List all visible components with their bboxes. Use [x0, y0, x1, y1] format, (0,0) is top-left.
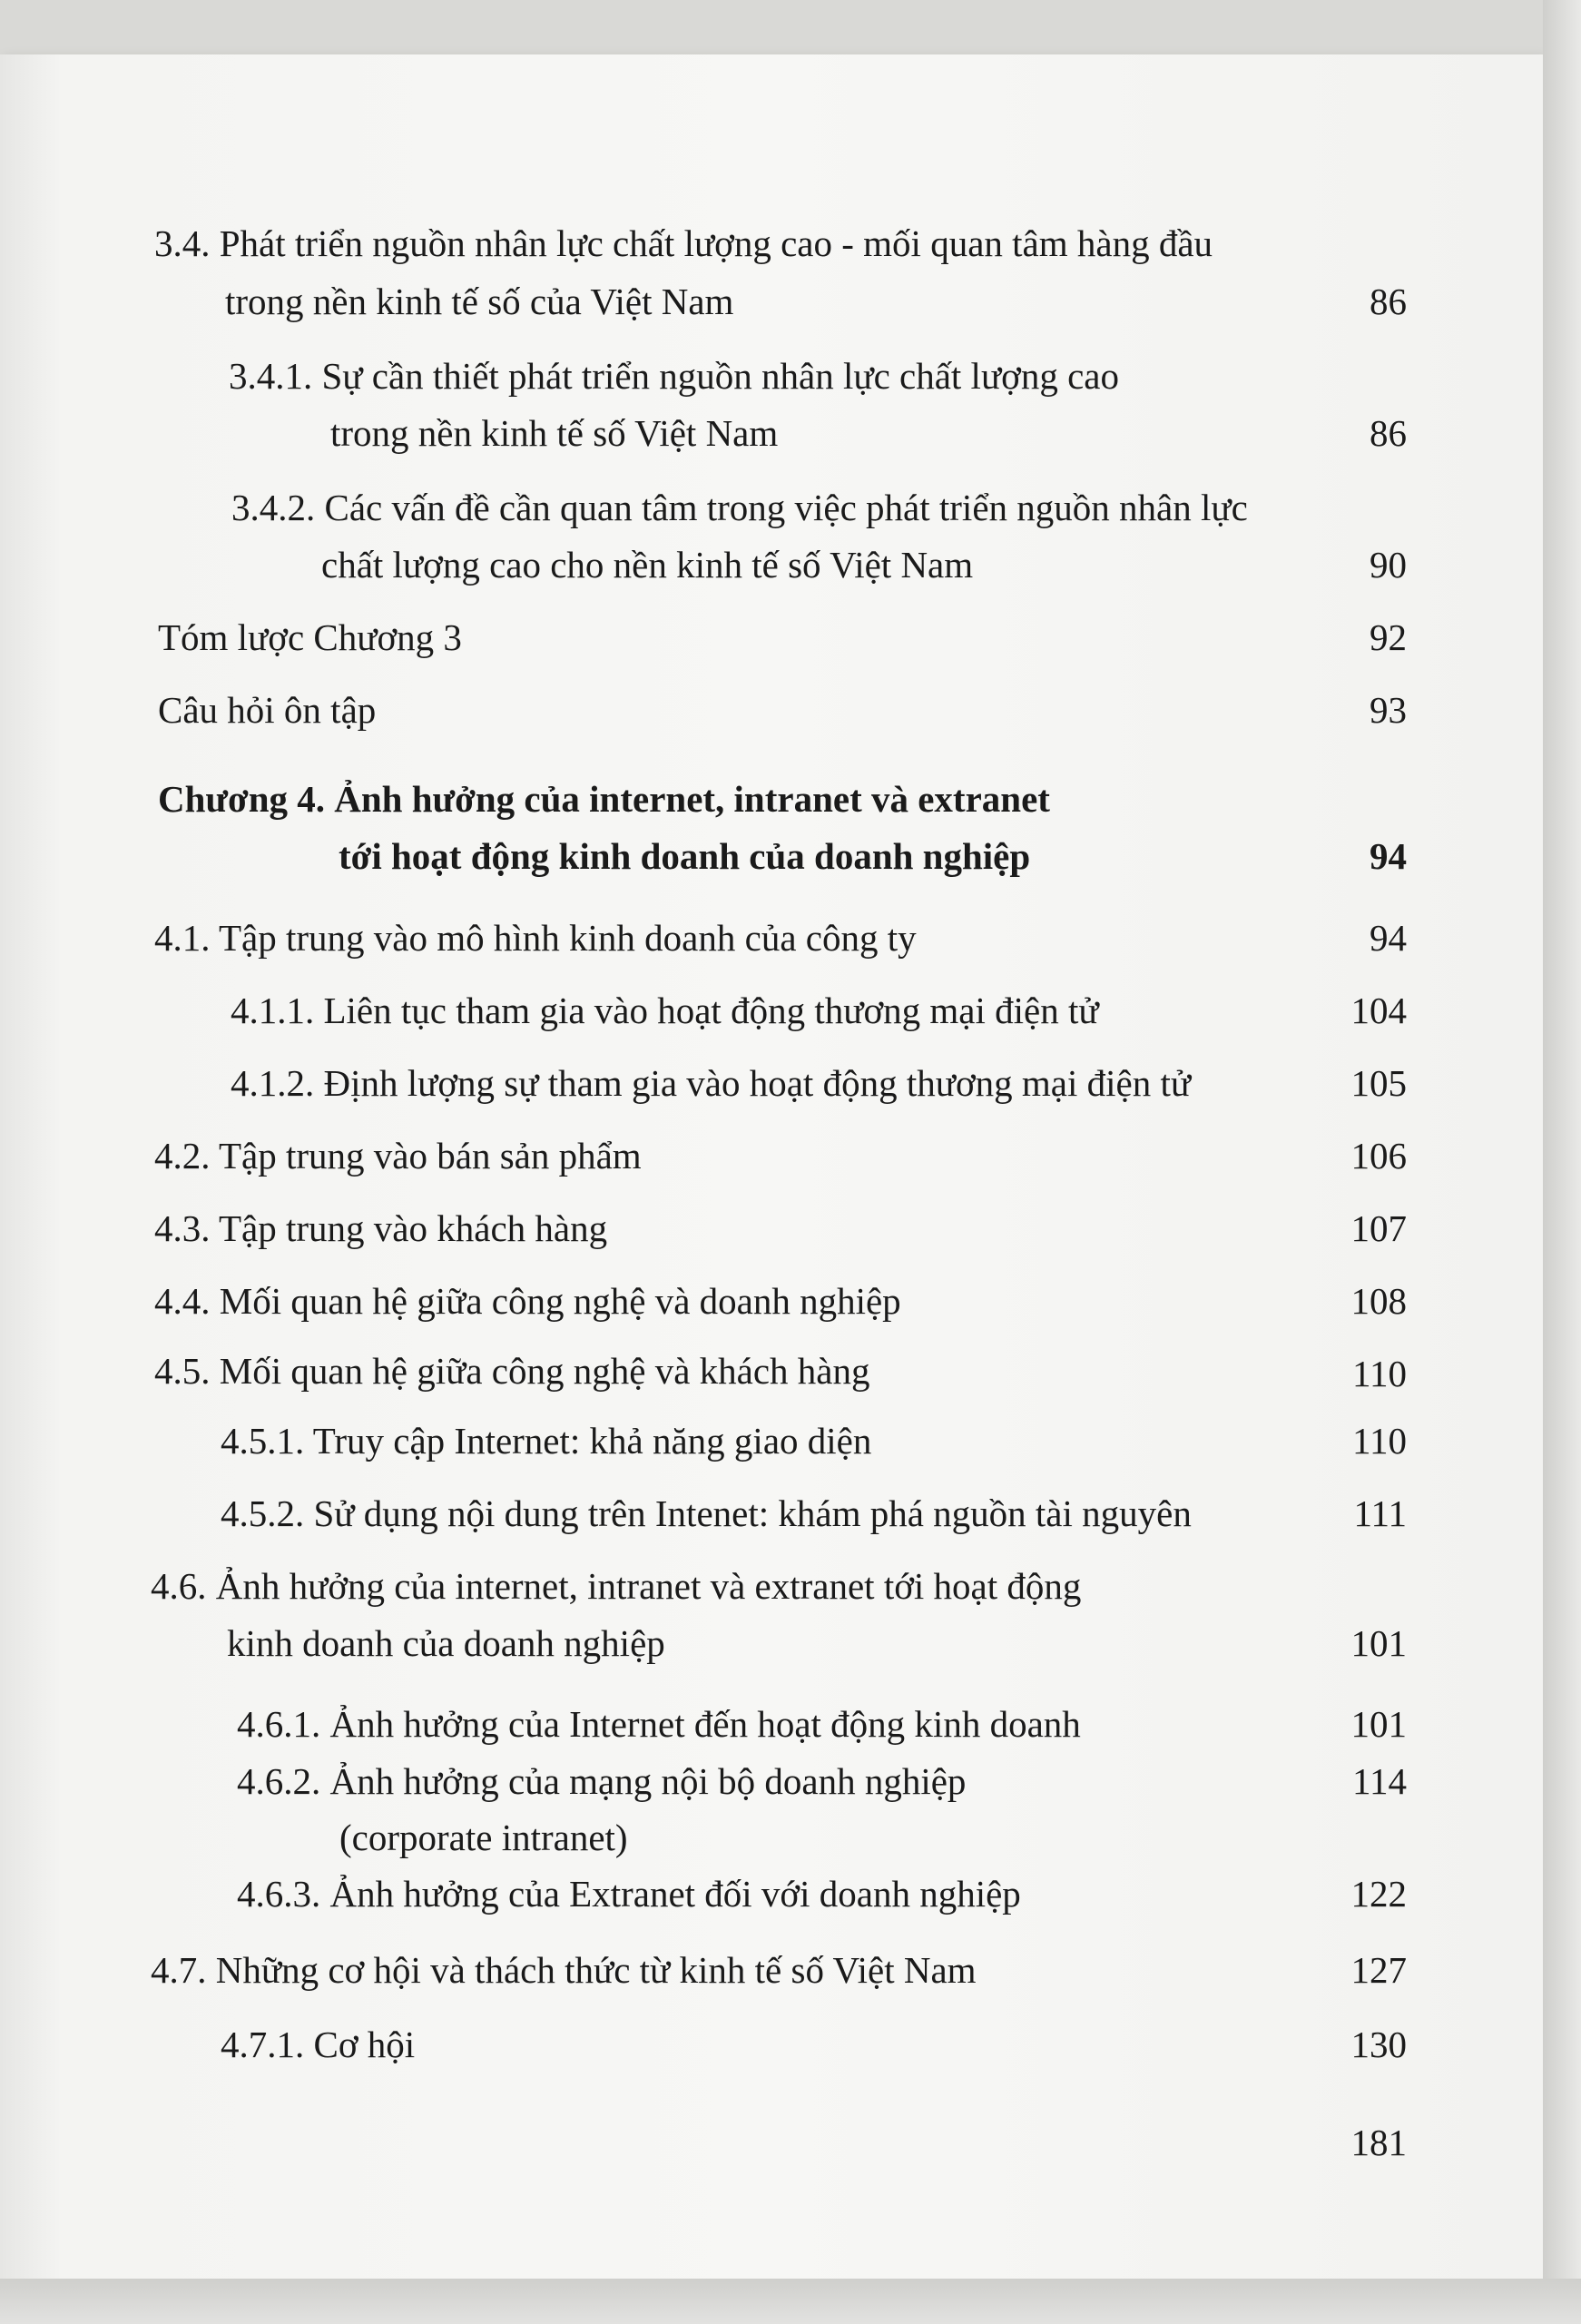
toc-entry-3-4-2-page: 90	[1370, 544, 1407, 586]
toc-entry-3-4-1-title-cont: trong nền kinh tế số Việt Nam	[330, 412, 779, 454]
toc-entry-4-1-1-page: 104	[1350, 990, 1407, 1031]
toc-entry-3-4-page: 86	[1370, 281, 1407, 322]
toc-entry-4-6-1-title: 4.6.1. Ảnh hưởng của Internet đến hoạt động kinh doanh	[237, 1703, 1081, 1745]
toc-entry-review-ch3-page: 93	[1370, 689, 1407, 731]
toc-entry-3-4-title: 3.4. Phát triển nguồn nhân lực chất lượng cao - mối quan tâm hàng đầu	[154, 222, 1213, 264]
toc-entry-4-6-3-page: 122	[1350, 1873, 1407, 1915]
toc-entry-4-5-page: 110	[1352, 1353, 1407, 1394]
toc-entry-4-1-2-page: 105	[1350, 1062, 1407, 1104]
toc-entry-4-6-3-title: 4.6.3. Ảnh hưởng của Extranet đối với doanh nghiệp	[237, 1873, 1021, 1915]
toc-entry-4-3-title: 4.3. Tập trung vào khách hàng	[154, 1207, 608, 1249]
toc-entry-4-1-1-title: 4.1.1. Liên tục tham gia vào hoạt động thương mại điện tử	[231, 990, 1099, 1031]
toc-entry-4-5-2-title: 4.5.2. Sử dụng nội dung trên Intenet: khám phá nguồn tài nguyên	[221, 1492, 1192, 1534]
toc-entry-4-1-page: 94	[1370, 917, 1407, 959]
toc-entry-4-3-page: 107	[1350, 1207, 1407, 1249]
toc-entry-4-1-2-title: 4.1.2. Định lượng sự tham gia vào hoạt động thương mại điện tử	[231, 1062, 1192, 1104]
toc-entry-3-4-1-page: 86	[1370, 412, 1407, 454]
toc-entry-summary-ch3-title: Tóm lược Chương 3	[158, 616, 462, 658]
toc-entry-4-2-title: 4.2. Tập trung vào bán sản phẩm	[154, 1135, 642, 1177]
toc-entry-4-5-title: 4.5. Mối quan hệ giữa công nghệ và khách hàng	[154, 1350, 870, 1392]
background-surface-bottom	[0, 2279, 1581, 2324]
toc-entry-3-4-title-cont: trong nền kinh tế số của Việt Nam	[225, 281, 734, 322]
toc-chapter-4-page: 94	[1370, 835, 1407, 877]
toc-entry-review-ch3-title: Câu hỏi ôn tập	[158, 689, 377, 731]
toc-entry-4-5-1-title: 4.5.1. Truy cập Internet: khả năng giao diện	[221, 1420, 872, 1462]
toc-chapter-4-title-cont: tới hoạt động kinh doanh của doanh nghiệp	[339, 835, 1031, 877]
toc-entry-4-2-page: 106	[1350, 1135, 1407, 1177]
toc-entry-4-6-2-page: 114	[1352, 1760, 1407, 1802]
toc-entry-4-6-page: 101	[1350, 1622, 1407, 1664]
page-number: 181	[1350, 2122, 1407, 2163]
toc-chapter-4-title: Chương 4. Ảnh hưởng của internet, intranet và extranet	[158, 778, 1050, 820]
toc-entry-3-4-2-title: 3.4.2. Các vấn đề cần quan tâm trong việc phát triển nguồn nhân lực	[231, 487, 1248, 528]
toc-entry-4-6-title-cont: kinh doanh của doanh nghiệp	[227, 1622, 665, 1664]
toc-entry-4-6-2-title-cont: (corporate intranet)	[339, 1817, 628, 1858]
toc-entry-4-7-1-page: 130	[1350, 2024, 1407, 2065]
toc-entry-4-7-1-title: 4.7.1. Cơ hội	[221, 2024, 416, 2065]
toc-entry-4-7-title: 4.7. Những cơ hội và thách thức từ kinh tế số Việt Nam	[151, 1949, 977, 1991]
toc-entry-4-4-page: 108	[1350, 1280, 1407, 1322]
toc-entry-4-6-title: 4.6. Ảnh hưởng của internet, intranet và extranet tới hoạt động	[151, 1565, 1082, 1607]
toc-entry-summary-ch3-page: 92	[1370, 616, 1407, 658]
toc-entry-3-4-1-title: 3.4.1. Sự cần thiết phát triển nguồn nhân lực chất lượng cao	[229, 355, 1119, 397]
toc-entry-4-6-1-page: 101	[1350, 1703, 1407, 1745]
background-surface	[1543, 0, 1581, 2324]
toc-entry-4-6-2-title: 4.6.2. Ảnh hưởng của mạng nội bộ doanh nghiệp	[237, 1760, 967, 1802]
toc-entry-4-7-page: 127	[1350, 1949, 1407, 1991]
toc-entry-4-5-2-page: 111	[1353, 1492, 1407, 1534]
toc-entry-4-5-1-page: 110	[1352, 1420, 1407, 1462]
toc-entry-3-4-2-title-cont: chất lượng cao cho nền kinh tế số Việt Nam	[321, 544, 974, 586]
toc-entry-4-4-title: 4.4. Mối quan hệ giữa công nghệ và doanh nghiệp	[154, 1280, 901, 1322]
toc-entry-4-1-title: 4.1. Tập trung vào mô hình kinh doanh của công ty	[154, 917, 917, 959]
